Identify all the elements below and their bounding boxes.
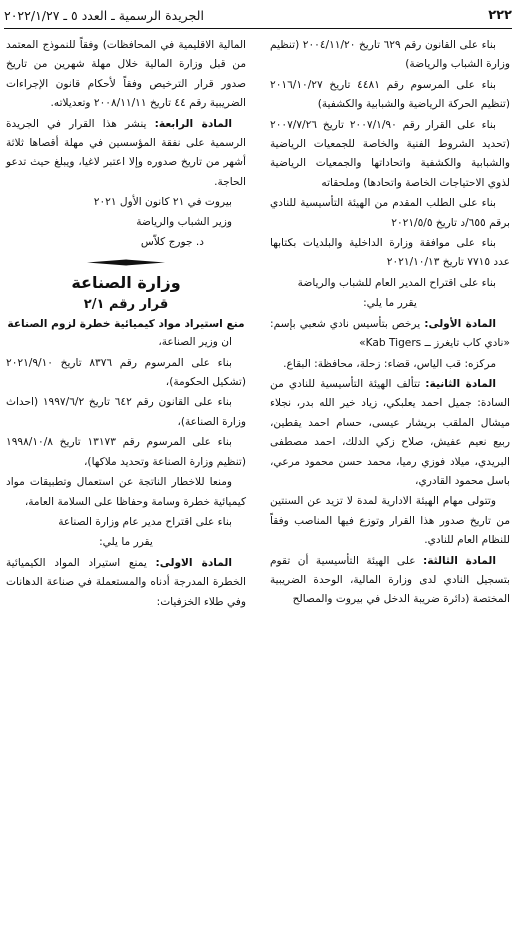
- recital-paragraph: بناء على القانون رقم ٦٤٢ تاريخ ١٩٩٧/٦/٢ (احداث وزارة الصناعة)،: [6, 396, 246, 428]
- article-label: المادة الرابعة:: [154, 117, 232, 130]
- recital-paragraph: مركزه: قب الياس، قضاء: زحلة، محافظة: البقاع.: [283, 357, 496, 370]
- signature-block: [6, 193, 246, 252]
- decision-title: منع استيراد مواد كيميائية خطرة لزوم الصناعة: [7, 318, 245, 331]
- recital-paragraph: ان وزير الصناعة،: [158, 336, 232, 349]
- ministry-heading: وزارة الصناعة: [71, 273, 181, 293]
- article-label: المادة الأولى:: [424, 317, 497, 330]
- recital-paragraph: بناء على اقتراح مدير عام وزارة الصناعة: [58, 515, 232, 528]
- gazette-title: الجريدة الرسمية ـ العدد ٥ ـ ٢٠٢٢/١/٢٧: [4, 7, 204, 23]
- signature-role: وزير الشباب والرياضة: [136, 216, 232, 229]
- page-number: ٢٢٢: [488, 7, 512, 23]
- article-paragraph: [270, 315, 510, 354]
- article-paragraph: [6, 554, 246, 612]
- article-paragraph: [6, 115, 246, 193]
- page-header: [4, 4, 512, 26]
- recital-paragraph: ومنعا للاخطار الناتجة عن استعمال وتطبيقات مواد كيميائية خطرة وسامة وحفاظا على السلامة العامة،: [6, 476, 246, 508]
- recital-paragraph: بناء على المرسوم رقم ٨٣٧٦ تاريخ ٢٠٢١/٩/١٠ (تشكيل الحكومة)،: [6, 356, 246, 389]
- article-label: المادة الثالثة:: [422, 554, 496, 567]
- article-text: تتألف الهيئة التأسيسية للنادي من السادة: جميل احمد يعلبكي، زياد خير الله بدر، نجلاء ميشال الملقب بريشار عيسى، حسام احمد يقطين، ربيع نعيم عفيش، صلاح زكي الدلك، احمد مصطفى البريدي، ميلاد فوزي رميا، محمد حسن محمود مرعي، باسل محمود القادري،: [270, 377, 510, 487]
- recital-paragraph: بناء على موافقة وزارة الداخلية والبلديات بكتابها عدد ٧٧١٥ تاريخ ٢٠٢١/١٠/١٣: [270, 237, 510, 269]
- article-label: المادة الثانية:: [425, 377, 496, 390]
- recital-paragraph: بناء على الطلب المقدم من الهيئة التأسيسية للنادي برقم ٦٥٥/د تاريخ ٢٠٢١/٥/٥: [270, 197, 510, 229]
- left-column: [6, 36, 246, 613]
- article-paragraph: [270, 375, 510, 491]
- article-paragraph: [270, 552, 510, 610]
- signature-date: بيروت في ٢١ كانون الأول ٢٠٢١: [93, 196, 232, 209]
- recital-paragraph: بناء على المرسوم رقم ٤٤٨١ تاريخ ٢٠١٦/١٠/٢٧ (تنظيم الحركة الرياضية والشبابية والكشفية): [270, 78, 510, 111]
- decision-body: [6, 333, 246, 612]
- article-text: يمنع استيراد المواد الكيميائية الخطرة المدرجة أدناه والمستعملة في صناعة الدهانات وفي طلاء الخزفيات:: [6, 556, 246, 608]
- section-separator: [6, 253, 246, 271]
- recital-paragraph: بناء على القرار رقم ٢٠٠٧/١/٩٠ تاريخ ٢٠٠٧/٧/٢٦ (تحديد الشروط الفنية والخاصة للجمعيات الرياضية والشبابية والكشفية واتحاداتها والجمعيات الرياضية لذوي الاحتياجات الخاصة واتحادها) وملحقاته: [270, 118, 510, 189]
- left-column-continuation: [6, 36, 246, 192]
- article-text: ينشر هذا القرار في الجريدة الرسمية على نفقة المؤسسين في مهلة أقصاها ثلاثة أشهر من تاريخ صدوره وإلا اعتبر لاغيا، ويبلغ حيث تدعو الحاجة.: [6, 117, 246, 188]
- right-column: [270, 36, 510, 611]
- signature-name: د. جورج كلاّس: [140, 236, 204, 249]
- article-label: المادة الاولى:: [155, 556, 232, 569]
- recital-paragraph: بناء على المرسوم رقم ١٣١٧٣ تاريخ ١٩٩٨/١٠/٨ (تنظيم وزارة الصناعة وتحديد ملاكها)،: [6, 436, 246, 468]
- recital-paragraph: وتتولى مهام الهيئة الادارية لمدة لا تزيد عن السنتين من تاريخ صدور هذا القرار وتوزع فيها المناصب وفقاً للنظام العام للنادي.: [270, 495, 510, 547]
- recital-paragraph: بناء على القانون رقم ٦٢٩ تاريخ ٢٠٠٤/١١/٢٠ (تنظيم وزارة الشباب والرياضة): [270, 39, 510, 71]
- article-text: على الهيئة التأسيسية أن تقوم بتسجيل النادي لدى وزارة المالية، الوحدة الضريبية المختصة (دائرة ضريبة الدخل في بيروت والمصالح: [270, 554, 510, 606]
- article-text: يرخص بتأسيس نادي شعبي بإسم: «نادي كاب تايغرز ــ Kab Tigers»: [270, 317, 510, 350]
- decides-line: يقرر ما يلي:: [99, 536, 153, 549]
- header-rule: [4, 28, 512, 29]
- recital-paragraph: بناء على اقتراح المدير العام للشباب والرياضة: [297, 276, 496, 289]
- paragraph: المالية الاقليمية في المحافظات) وفقاً للنموذج المعتمد من قبل وزارة المالية خلال مهلة شهرين من تاريخ صدور قرار الترخيص وفقاً لأحكام قانون الإجراءات الضريبية رقم ٤٤ تاريخ ٢٠٠٨/١١/١١ وتعديلاته.: [6, 39, 246, 110]
- decision-number: قرار رقم ٢/١: [83, 297, 169, 313]
- decides-line: يقرر ما يلي:: [363, 297, 417, 310]
